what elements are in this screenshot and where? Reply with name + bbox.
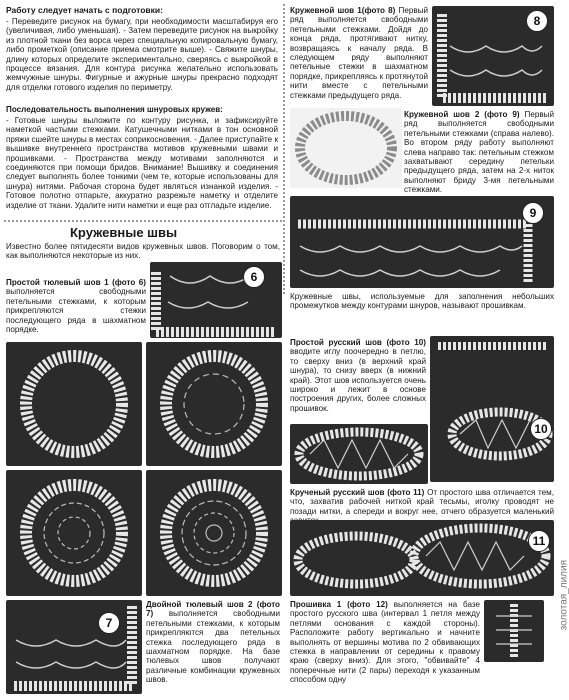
- ring-photo-c: [6, 470, 142, 596]
- insertion1-title: Прошивка 1 (фото 12): [290, 600, 388, 609]
- twisted-stitch-title: Крученый русский шов (фото 11): [290, 488, 425, 497]
- prep-section: [6, 6, 278, 218]
- prep-title: Работу следует начать с подготовки:: [6, 5, 163, 15]
- ring-photo-b: [146, 342, 282, 466]
- ring-photo-d: [146, 470, 282, 596]
- sequence-text: - Готовые шнуры выложите по контуру рисунка, и зафиксируйте наметкой частыми стежками. Катушечными нитками в тон основной пряжи сшейте шнуры в местах соприкосновения. - Далее приступайте к вышивке внутреннего пространства мотивов кружевными швами и прошивками. - Пространства между мотивами заполняются и соединяются при помощи бридов. Внимание! Вышивку и соединения следует выполнять более тонкими (чем те, которые использованы для шнура) нитями. Рабочая сторона будет являться изнанкой изделия. - Готовое полотно отпарьте, аккуратно разрежьте наметку и отделите изделие от ткани. Удалите нити наметки и еще раз отгладьте изделие.: [6, 116, 278, 210]
- photo-badge-8: 8: [526, 10, 548, 32]
- ring-image: [146, 342, 282, 466]
- lace-rope-image: [6, 600, 142, 694]
- ring-image: [146, 470, 282, 596]
- stitch1-title: Простой тюлевый шов 1 (фото 6): [6, 278, 146, 287]
- ring-image: [6, 470, 142, 596]
- lace-rope-image: [484, 600, 544, 662]
- ring-photo-a: [6, 342, 142, 466]
- stitch1-body: выполняется свободными петельными стежками, к которым прикрепляются стежки последующего ряда в шахматном порядке.: [6, 287, 146, 335]
- photo-8: [432, 6, 554, 106]
- photo-9: [290, 196, 554, 288]
- lace-heading: Кружевные швы: [70, 225, 178, 240]
- lace-stitch1-body: Первый ряд выполняется свободными петельными стежками. Дойдя до конца ряда, протягивают нитку, возвращаясь к началу ряда. В следующем ряду выполняют петельные стежки в шахматном порядке, прикрепляясь к протянутой нити вместе с петельными стежками предыдущего ряда.: [290, 6, 429, 100]
- oval-ring-image: [290, 424, 428, 484]
- lace-rope-image: [290, 196, 554, 288]
- russian-stitch-body: вводите иглу поочередно в петлю, то сверху вниз (в верхний край шнура), то снизу вверх (в нижний край). Этот шов используется очень широко и лежит в основе построения других, более сложных прошивок.: [290, 347, 426, 413]
- photo-badge-6: 6: [243, 266, 265, 288]
- twisted-stitch-body: От простого шва отличается тем, что, захватив рабочей ниткой край тесьмы, иголку проводят не позади нитки, а спереди и вокруг нее, отчего образуется маленький: [290, 488, 554, 516]
- russian-stitch-title: Простой русский шов (фото 10): [290, 338, 426, 347]
- photo-badge-10: 10: [530, 418, 552, 440]
- twisted-stitch-text: [290, 488, 554, 518]
- sequence-title: Последовательность выполнения шнуровых кружев:: [6, 105, 223, 114]
- photo-6: [150, 262, 282, 338]
- watermark: золотая_лилия: [558, 560, 569, 631]
- lace-stitch2-title: Кружевной шов 2 (фото 9): [404, 110, 520, 119]
- stitch2-text: [146, 600, 280, 694]
- photo-10: [430, 336, 554, 482]
- insertion1-body: выполняется на базе простого русского шва (интервал 1 петля между петлями основания с каждой стороны). Расположите работу вертикально и начните выполнять от вершины мотива по 2 обвивающих стежка в направлении от середины к правому краю (сверху вниз). Для этого, "обвивайте" 4 поперечные нити (2 пары) переходя к указанным способом одну: [290, 600, 480, 685]
- section-divider: [4, 220, 282, 222]
- photo-9-oval: [290, 108, 402, 188]
- stitch2-body: выполняется свободными петельными стежками, к которым прикрепляются два петельных стежка последующего ряда в шахматном порядке. На базе тюлевых швов получают различные комбинации кружевных швов.: [146, 609, 280, 685]
- photo-12: [484, 600, 544, 662]
- photo-badge-11: 11: [528, 530, 550, 552]
- photo-badge-9: 9: [522, 202, 544, 224]
- lace-stitch1-title: Кружевной шов 1(фото 8): [290, 6, 396, 15]
- proshivki-text: Кружевные швы, используемые для заполнения небольших промежутков между контурами шнуров, называют прошивкам.: [290, 292, 554, 311]
- lace-stitch1-text: [290, 6, 428, 110]
- stitch1-text: [6, 278, 146, 335]
- lace-stitch2-body: Первый ряд выполняется свободными петельными стежками (справа налево). Во втором ряду работу выполняют слева направо так: петельным стежком захватывают середину петельки предыдущего ряда, затем на 2-х ниток выполняют бриду 3-мя петельными стежками.: [404, 110, 554, 195]
- lace-rope-image: [430, 336, 554, 482]
- insertion1-text: [290, 600, 480, 696]
- oval-ring-image: [290, 108, 402, 188]
- column-divider: [283, 4, 285, 294]
- photo-badge-7: 7: [98, 612, 120, 634]
- photo-10-oval: [290, 424, 428, 484]
- lace-stitch2-text: [404, 110, 554, 195]
- russian-stitch-text: [290, 338, 426, 420]
- lace-rope-image: [290, 520, 554, 596]
- photo-11: [290, 520, 554, 596]
- prep-text: - Переведите рисунок на бумагу, при необходимости масштабируя его (увеличивая, либо уменьшая). - Затем переведите рисунок на выкройку из плотной ткани без ворса через специальную копировальную бумагу, либо прометкой (описание приема смотрите выше). - Свяжите шнуры, длину которых определите экспериментально, сверяясь с выкройкой в процессе вязания. Для контура рисунка желательно использовать жемчужные шнуры. Фигурные и ажурные шнуры прекрасно подходят для отделки готового изделия по периметру.: [6, 17, 278, 92]
- lace-intro: Известно более пятидесяти видов кружевных швов. Поговорим о том, как выполняются некоторые из них.: [6, 242, 280, 261]
- ring-image: [6, 342, 142, 466]
- photo-7: [6, 600, 142, 694]
- stitch2-title: Двойной тюлевый шов 2 (фото 7): [146, 600, 280, 619]
